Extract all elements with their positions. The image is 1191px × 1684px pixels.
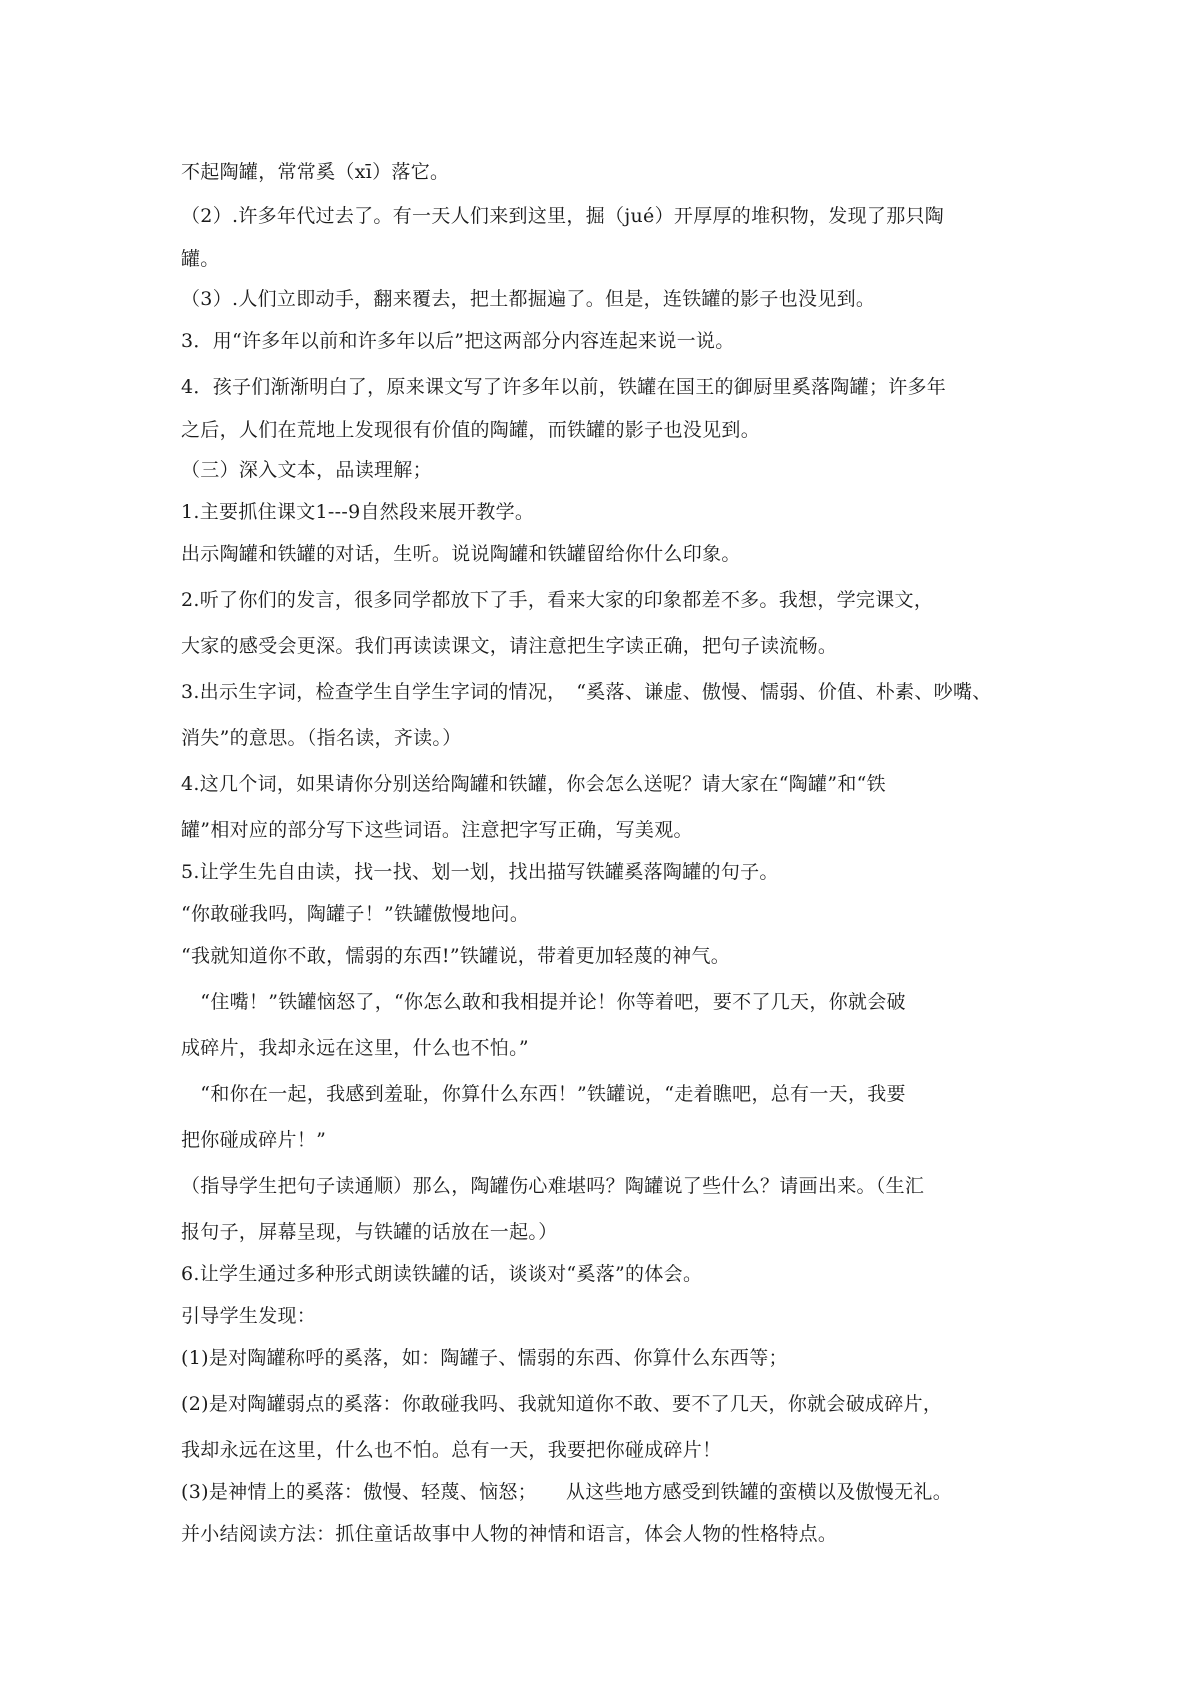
text-line: 消失”的意思。（指名读，齐读。） (181, 727, 462, 749)
document-body (181, 154, 1021, 1555)
dialogue-line: 成碎片，我却永远在这里，什么也不怕。” (181, 1037, 529, 1059)
text-line: 2.听了你们的发言，很多同学都放下了手，看来大家的印象都差不多。我想，学完课文， (181, 589, 934, 611)
list-item: 我却永远在这里，什么也不怕。总有一天，我要把你碰成碎片！ (181, 1439, 722, 1461)
list-item: (1)是对陶罐称呼的奚落，如：陶罐子、懦弱的东西、你算什么东西等； (181, 1347, 788, 1369)
text-line: 罐。 (181, 248, 220, 270)
dialogue-line: “和你在一起，我感到羞耻，你算什么东西！”铁罐说，“走着瞧吧，总有一天，我要 (181, 1083, 906, 1105)
text-line: 报句子，屏幕呈现，与铁罐的话放在一起。） (181, 1221, 558, 1243)
text-line: 不起陶罐，常常奚（xī）落它。 (181, 161, 450, 183)
text-line: 6.让学生通过多种形式朗读铁罐的话，谈谈对“奚落”的体会。 (181, 1263, 703, 1285)
list-item: (3)是神情上的奚落：傲慢、轻蔑、恼怒； 从这些地方感受到铁罐的蛮横以及傲慢无礼。 (181, 1481, 953, 1503)
text-line: 5.让学生先自由读，找一找、划一划，找出描写铁罐奚落陶罐的句子。 (181, 861, 779, 883)
text-line: 1.主要抓住课文1---9自然段来展开教学。 (181, 501, 535, 523)
dialogue-line: “你敢碰我吗，陶罐子！”铁罐傲慢地问。 (181, 903, 530, 925)
text-line: 3．用“许多年以前和许多年以后”把这两部分内容连起来说一说。 (181, 330, 735, 352)
text-line: 4.这几个词，如果请你分别送给陶罐和铁罐，你会怎么送呢？请大家在“陶罐”和“铁 (181, 773, 886, 795)
text-line: 之后，人们在荒地上发现很有价值的陶罐，而铁罐的影子也没见到。 (181, 419, 761, 441)
text-line: 引导学生发现： (181, 1305, 317, 1327)
section-heading: （三）深入文本，品读理解； (181, 459, 432, 481)
text-line: 大家的感受会更深。我们再读读课文，请注意把生字读正确，把句子读流畅。 (181, 635, 838, 657)
text-line: （指导学生把句子读通顺）那么，陶罐伤心难堪吗？陶罐说了些什么？请画出来。（生汇 (181, 1175, 925, 1197)
text-line: 罐”相对应的部分写下这些词语。注意把字写正确，写美观。 (181, 819, 693, 841)
dialogue-line: “住嘴！”铁罐恼怒了，“你怎么敢和我相提并论！你等着吧，要不了几天，你就会破 (181, 991, 906, 1013)
text-line: （2）.许多年代过去了。有一天人们来到这里，掘（jué）开厚厚的堆积物，发现了那只陶 (181, 205, 945, 227)
list-item: (2)是对陶罐弱点的奚落：你敢碰我吗、我就知道你不敢、要不了几天，你就会破成碎片， (181, 1393, 943, 1415)
text-line: 出示陶罐和铁罐的对话，生听。说说陶罐和铁罐留给你什么印象。 (181, 543, 741, 565)
text-line: （3）.人们立即动手，翻来覆去，把土都掘遍了。但是，连铁罐的影子也没见到。 (181, 288, 876, 310)
text-line: 3.出示生字词，检查学生自学生字词的情况， “奚落、谦虚、傲慢、懦弱、价值、朴素、吵嘴、 (181, 681, 992, 703)
dialogue-line: “我就知道你不敢，懦弱的东西!”铁罐说，带着更加轻蔑的神气。 (181, 945, 731, 967)
text-line: 并小结阅读方法：抓住童话故事中人物的神情和语言，体会人物的性格特点。 (181, 1523, 838, 1545)
dialogue-line: 把你碰成碎片！” (181, 1129, 327, 1151)
text-line: 4．孩子们渐渐明白了，原来课文写了许多年以前，铁罐在国王的御厨里奚落陶罐；许多年 (181, 376, 947, 398)
